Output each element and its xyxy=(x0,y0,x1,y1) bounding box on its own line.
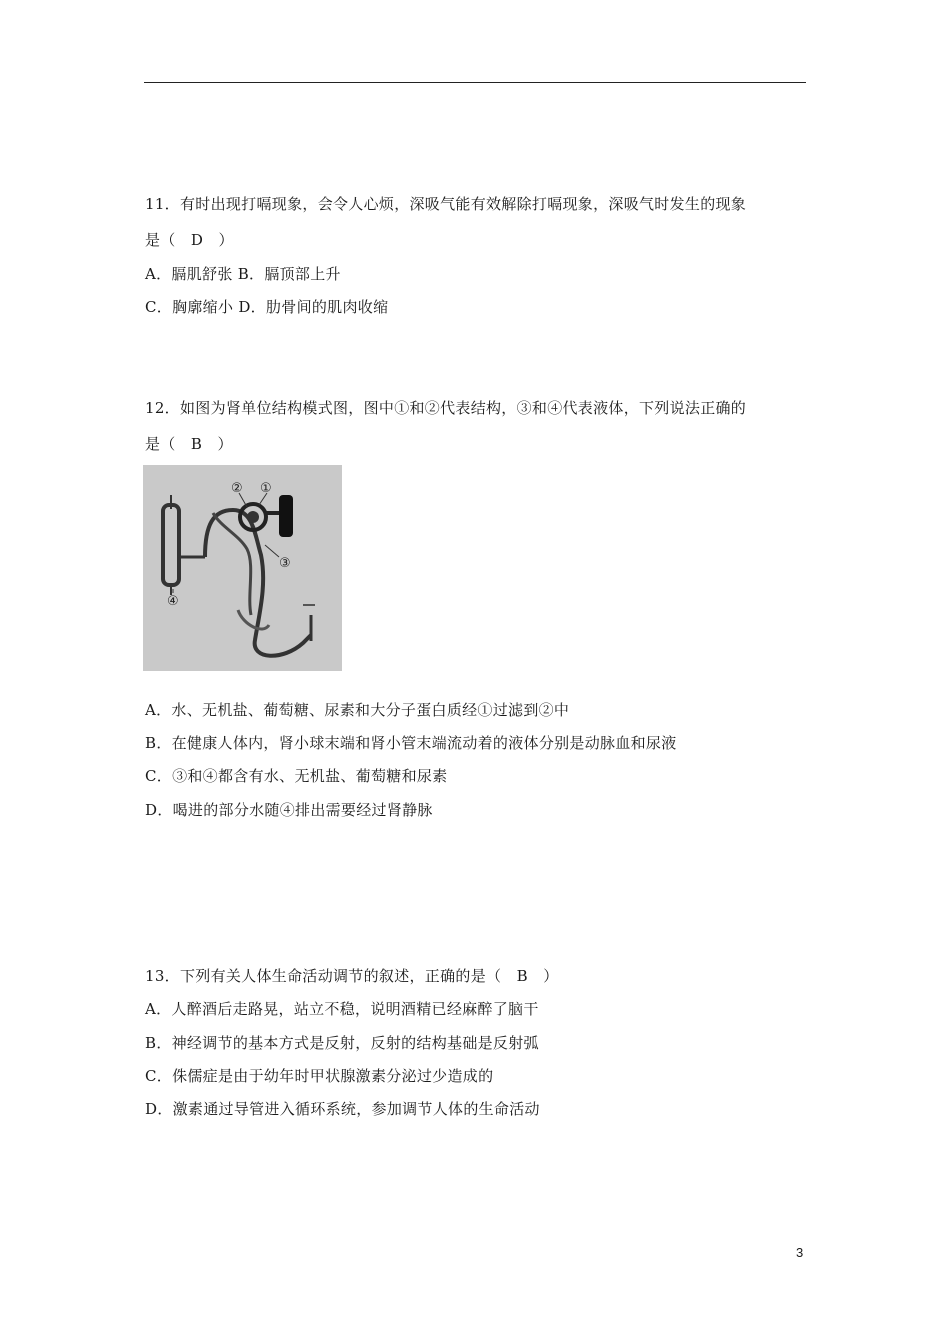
duct-shape xyxy=(163,505,179,585)
label3-leader xyxy=(265,545,279,557)
label-3: ③ xyxy=(279,556,291,571)
q11-stem-line1: 11．有时出现打嗝现象，会令人心烦，深吸气能有效解除打嗝现象，深吸气时发生的现象 xyxy=(145,195,747,213)
vessel-bar xyxy=(279,495,293,537)
q12-stem-line2: 是（ B ） xyxy=(145,435,233,453)
nephron-diagram xyxy=(143,465,342,671)
q12-option-a: A．水、无机盐、葡萄糖、尿素和大分子蛋白质经①过滤到②中 xyxy=(145,701,570,719)
tubule-path xyxy=(205,510,311,656)
page-number: 3 xyxy=(796,1245,804,1260)
q11-option-ab: A．膈肌舒张 B．膈顶部上升 xyxy=(145,265,341,283)
loop-tail xyxy=(238,610,269,629)
glomerulus-dot xyxy=(247,511,259,523)
label-1: ① xyxy=(260,481,272,496)
q13-option-c: C．侏儒症是由于幼年时甲状腺激素分泌过少造成的 xyxy=(145,1067,494,1085)
q11-option-cd: C．胸廓缩小 D．肋骨间的肌肉收缩 xyxy=(145,298,389,316)
q12-option-b: B．在健康人体内，肾小球末端和肾小管末端流动着的液体分别是动脉血和尿液 xyxy=(145,734,677,752)
nephron-svg xyxy=(143,465,342,671)
label-2: ② xyxy=(231,481,243,496)
q13-stem: 13．下列有关人体生命活动调节的叙述，正确的是（ B ） xyxy=(145,967,559,985)
q11-stem-line2: 是（ D ） xyxy=(145,231,234,249)
q13-option-b: B．神经调节的基本方式是反射，反射的结构基础是反射弧 xyxy=(145,1034,539,1052)
label-4: ④ xyxy=(167,594,179,609)
header-rule xyxy=(144,82,806,83)
q13-option-d: D．激素通过导管进入循环系统，参加调节人体的生命活动 xyxy=(145,1100,540,1118)
q12-stem-line1: 12．如图为肾单位结构模式图，图中①和②代表结构，③和④代表液体，下列说法正确的 xyxy=(145,399,747,417)
q12-option-d: D．喝进的部分水随④排出需要经过肾静脉 xyxy=(145,801,433,819)
q13-option-a: A．人醉酒后走路晃，站立不稳，说明酒精已经麻醉了脑干 xyxy=(145,1000,539,1018)
q12-option-c: C．③和④都含有水、无机盐、葡萄糖和尿素 xyxy=(145,767,448,785)
